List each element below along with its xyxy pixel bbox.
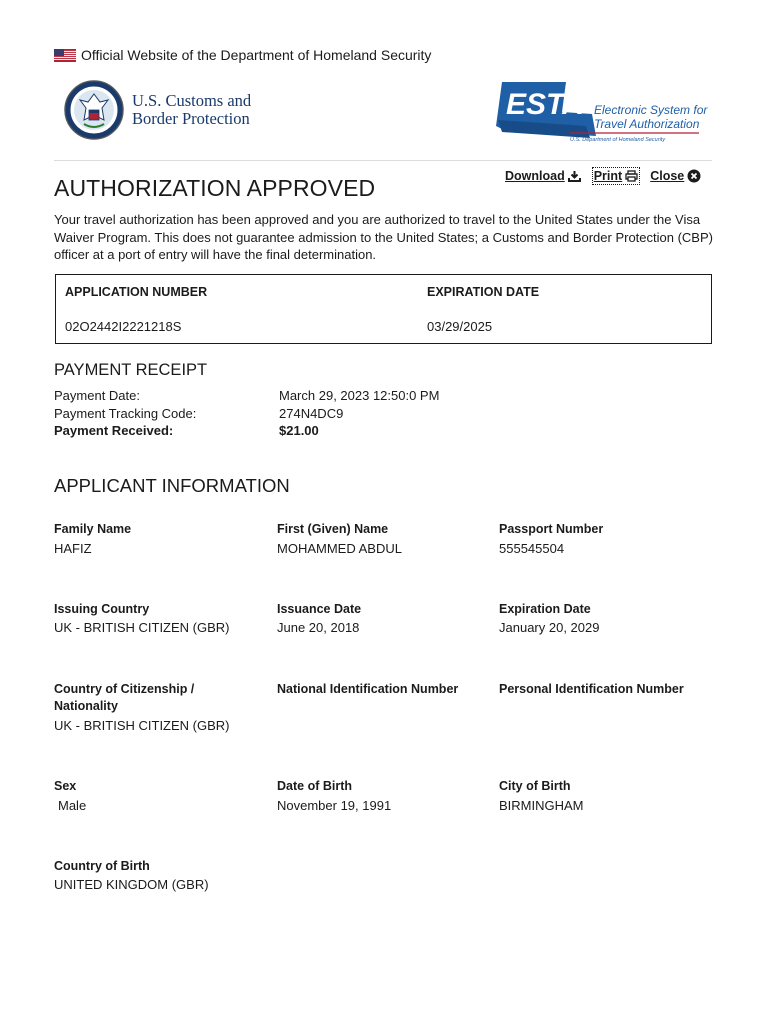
download-icon <box>568 170 581 182</box>
esta-dept: U.S. Department of Homeland Security <box>570 137 666 143</box>
esta-acronym: ESTA <box>506 88 584 121</box>
issuance-date-label: Issuance Date <box>277 602 362 616</box>
passport-expiration-value: January 20, 2029 <box>499 620 600 635</box>
family-name-value: HAFIZ <box>54 541 92 556</box>
payment-date-label: Payment Date: <box>54 388 140 403</box>
issuing-country-label: Issuing Country <box>54 602 150 616</box>
intro-text: Your travel authorization has been approved and you are authorized to travel to the United States under the Visa Waiver Program. This does not guarantee admission to the United States; a Customs and Border Protection (CBP) officer at a port of entry will have the final determination. <box>54 212 713 263</box>
printer-icon <box>625 170 638 182</box>
national-id-label: National Identification Number <box>277 682 459 696</box>
payment-tracking-code: 274N4DC9 <box>279 406 344 421</box>
country-of-birth-label: Country of Birth <box>54 859 150 873</box>
toolbar <box>505 169 701 183</box>
city-of-birth-value: BIRMINGHAM <box>499 798 584 813</box>
gov-banner-text: Official Website of the Department of Homeland Security <box>81 47 432 63</box>
payment-tracking-label: Payment Tracking Code: <box>54 406 197 421</box>
passport-expiration-label: Expiration Date <box>499 602 591 616</box>
first-name-value: MOHAMMED ABDUL <box>277 541 402 556</box>
print-link[interactable] <box>594 169 638 183</box>
passport-number-label: Passport Number <box>499 522 604 536</box>
applicant-info-heading: APPLICANT INFORMATION <box>54 475 290 496</box>
application-number-label: APPLICATION NUMBER <box>65 285 208 299</box>
dob-value: November 19, 1991 <box>277 798 392 813</box>
dob-label: Date of Birth <box>277 779 352 793</box>
payment-receipt-heading: PAYMENT RECEIPT <box>54 361 208 379</box>
close-label: Close <box>650 169 685 183</box>
citizenship-label-line2: Nationality <box>54 699 118 713</box>
payment-date: March 29, 2023 12:50:0 PM <box>279 388 440 403</box>
passport-number-value: 555545504 <box>499 541 565 556</box>
expiration-date: 03/29/2025 <box>427 319 493 334</box>
sex-value: Male <box>58 798 87 813</box>
issuing-country-value: UK - BRITISH CITIZEN (GBR) <box>54 620 230 635</box>
download-link[interactable] <box>505 169 581 183</box>
sex-label: Sex <box>54 779 77 793</box>
issuance-date-value: June 20, 2018 <box>277 620 360 635</box>
payment-received-amount: $21.00 <box>279 423 319 438</box>
application-number: 02O2442I2221218S <box>65 319 182 334</box>
country-of-birth-value: UNITED KINGDOM (GBR) <box>54 877 209 892</box>
cbp-name <box>132 92 251 128</box>
download-label: Download <box>505 169 565 183</box>
family-name-label: Family Name <box>54 522 132 536</box>
esta-logo <box>494 80 708 144</box>
cbp-name-line2: Border Protection <box>132 109 250 128</box>
close-link[interactable] <box>650 169 701 183</box>
citizenship-label-line1: Country of Citizenship / <box>54 682 195 696</box>
application-box <box>55 274 712 344</box>
cbp-logo <box>64 80 251 140</box>
page-title: AUTHORIZATION APPROVED <box>54 175 376 201</box>
esta-name-line1: Electronic System for <box>594 103 708 117</box>
print-label: Print <box>593 169 623 183</box>
dhs-seal-icon <box>64 80 124 140</box>
city-of-birth-label: City of Birth <box>499 779 571 793</box>
esta-name-line2: Travel Authorization <box>594 117 700 131</box>
payment-received-label: Payment Received: <box>54 423 174 438</box>
citizenship-value: UK - BRITISH CITIZEN (GBR) <box>54 718 230 733</box>
first-name-label: First (Given) Name <box>277 522 389 536</box>
header-divider <box>54 160 712 161</box>
gov-banner <box>54 47 431 63</box>
cbp-name-line1: U.S. Customs and <box>132 91 252 110</box>
expiration-date-label: EXPIRATION DATE <box>427 285 540 299</box>
us-flag-icon <box>54 49 76 62</box>
close-circle-icon <box>687 169 701 183</box>
personal-id-label: Personal Identification Number <box>499 682 684 696</box>
